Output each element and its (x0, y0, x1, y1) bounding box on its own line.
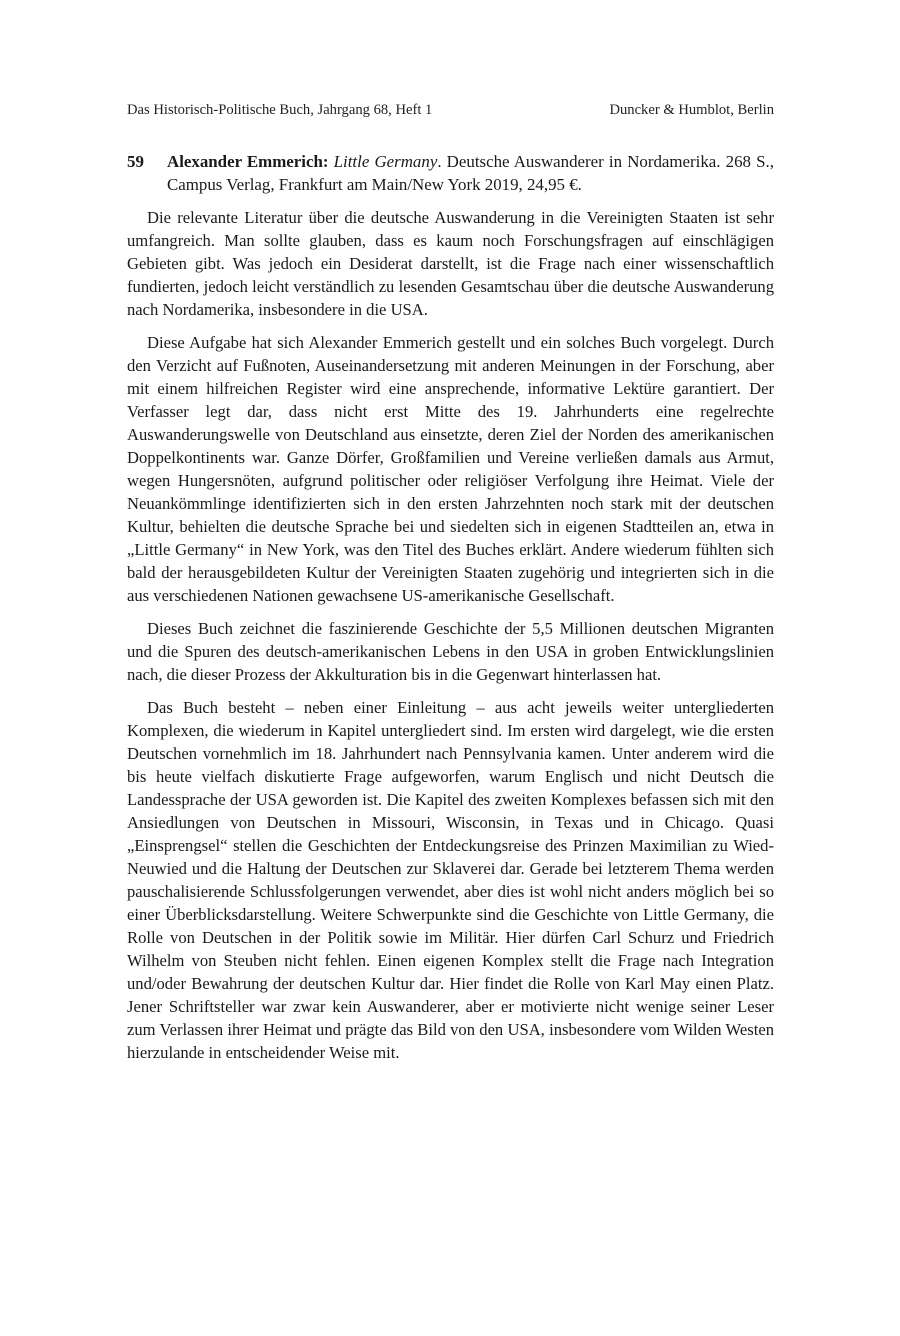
book-details: . Deutsche Auswanderer in Nordamerika. 268 S., Campus Verlag, Frankfurt am Main/New York 2019, 24,95 €. (167, 152, 774, 194)
review-heading (127, 150, 774, 196)
paragraph: Diese Aufgabe hat sich Alexander Emmerich gestellt und ein solches Buch vorgelegt. Durch den Verzicht auf Fußnoten, Auseinandersetzung mit anderen Meinungen in der Forschung, aber mit einem hilfreichen Register wird eine ansprechende, informative Lektüre garantiert. Der Verfasser legt dar, dass nicht erst Mitte des 19. Jahrhunderts eine regelrechte Auswanderungswelle von Deutschland aus einsetzte, deren Ziel der Norden des amerikanischen Doppelkontinents war. Ganze Dörfer, Großfamilien und Vereine verließen damals aus Armut, wegen Hungersnöten, aufgrund politischer oder religiöser Verfolgung ihre Heimat. Viele der Neuankömmlinge identifizierten sich in den ersten Jahrzehnten noch stark mit der deutschen Kultur, behielten die deutsche Sprache bei und siedelten sich in eigenen Stadtteilen an, etwa in „Little Germany“ in New York, was den Titel des Buches erklärt. Andere wiederum fühlten sich bald der herausgebildeten Kultur der Vereinigten Staaten zugehörig und integrierten sich in die aus verschiedenen Nationen gewachsene US-amerikanische Gesellschaft. (127, 333, 774, 605)
review-entry (127, 150, 774, 1074)
review-number: 59 (127, 152, 144, 171)
review-body (127, 206, 774, 1064)
book-citation (167, 150, 774, 196)
publisher: Duncker & Humblot, Berlin (609, 102, 774, 118)
paragraph: Das Buch besteht – neben einer Einleitung – aus acht jeweils weiter untergliederten Komplexen, die wiederum in Kapitel untergliedert sind. Im ersten wird dargelegt, wie die ersten Deutschen vornehmlich im 18. Jahrhundert nach Pennsylvania kamen. Unter anderem wird die bis heute vielfach diskutierte Frage aufgeworfen, warum Englisch und nicht Deutsch die Landessprache der USA geworden ist. Die Kapitel des zweiten Komplexes befassen sich mit den Ansiedlungen von Deutschen in Missouri, Wisconsin, in Texas und in Chicago. Quasi „Einsprengsel“ stellen die Geschichten der Entdeckungsreise des Prinzen Maximilian zu Wied-Neuwied und die Haltung der Deutschen zur Sklaverei dar. Gerade bei letzterem Thema werden pauschalisierende Schlussfolgerungen verwendet, aber dies ist wohl nicht anders möglich bei so einer Überblicksdarstellung. Weitere Schwerpunkte sind die Geschichte von Little Germany, die Rolle von Deutschen in der Politik sowie im Militär. Hier dürfen Carl Schurz und Friedrich Wilhelm von Steuben nicht fehlen. Einen eigenen Komplex stellt die Frage nach Integration und/oder Bewahrung der deutschen Kultur dar. Hier findet die Rolle von Karl May einen Platz. Jener Schriftsteller war zwar kein Auswanderer, aber er motivierte nicht wenige seiner Leser zum Verlassen ihrer Heimat und prägte das Bild von den USA, insbesondere vom Wilden Westen hierzulande in entscheidender Weise mit. (127, 698, 774, 1062)
book-author: Alexander Emmerich: (167, 152, 329, 171)
book-title: Little Germany (333, 152, 438, 171)
paragraph: Dieses Buch zeichnet die faszinierende Geschichte der 5,5 Millionen deutschen Migranten und die Spuren des deutsch-amerikanischen Lebens in den USA in groben Entwicklungslinien nach, die dieser Prozess der Akkulturation bis in die Gegenwart hinterlassen hat. (127, 619, 774, 684)
paragraph: Die relevante Literatur über die deutsche Auswanderung in die Vereinigten Staaten ist sehr umfangreich. Man sollte glauben, dass es kaum noch Forschungsfragen auf einschlägigen Gebieten gibt. Was jedoch ein Desiderat darstellt, ist die Frage nach einer wissenschaftlich fundierten, jedoch leicht verständlich zu lesenden Gesamtschau über die deutsche Auswanderung nach Nordamerika, insbesondere in die USA. (127, 208, 774, 319)
running-header (127, 101, 774, 119)
journal-title: Das Historisch-Politische Buch, Jahrgang 68, Heft 1 (127, 102, 433, 118)
